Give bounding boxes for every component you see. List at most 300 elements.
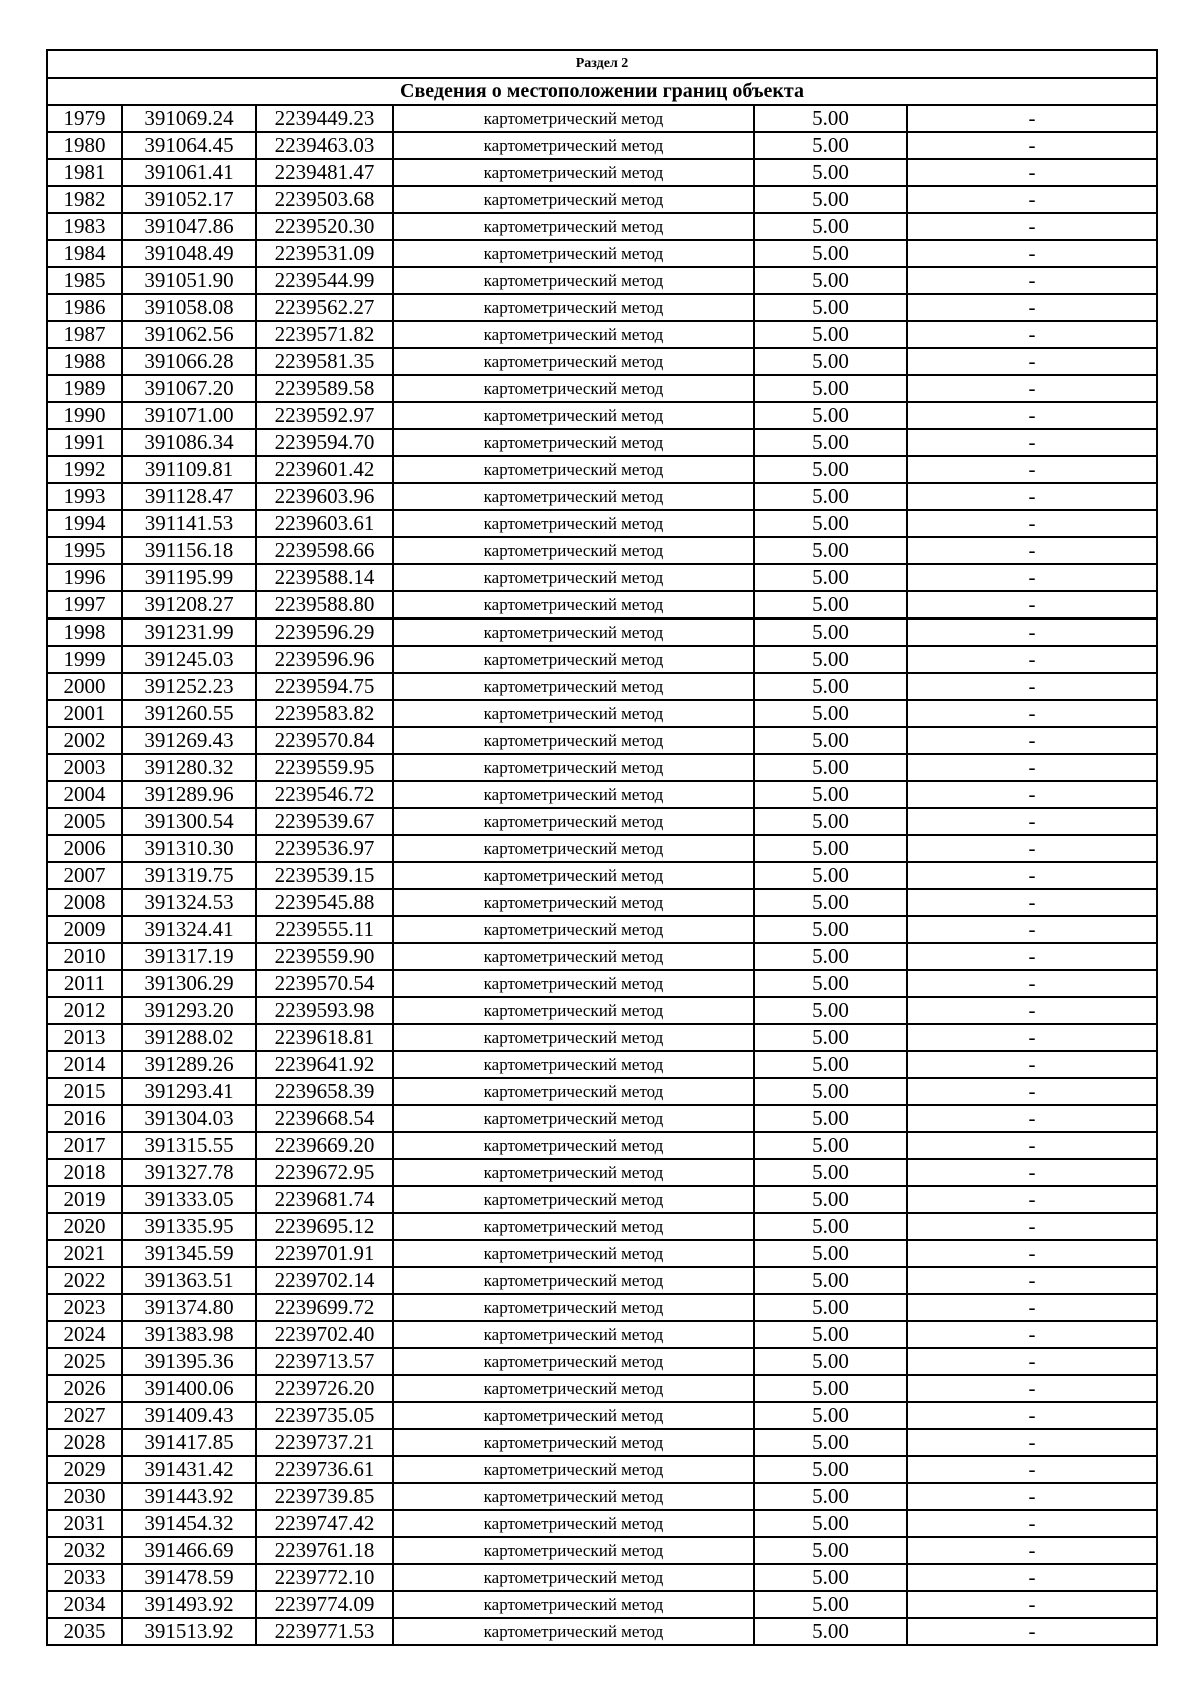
- title-row: [47, 78, 1157, 105]
- table-row: [47, 916, 1157, 943]
- description-cell: -: [907, 186, 1157, 213]
- x-coordinate-cell: 391058.08: [122, 294, 256, 321]
- point-number-cell: 2002: [47, 727, 122, 754]
- x-coordinate-cell: 391400.06: [122, 1375, 256, 1402]
- accuracy-cell: 5.00: [754, 564, 907, 591]
- y-coordinate-cell: 2239463.03: [256, 132, 393, 159]
- y-coordinate-cell: 2239539.67: [256, 808, 393, 835]
- method-cell: картометрический метод: [393, 754, 754, 781]
- y-coordinate-cell: 2239449.23: [256, 105, 393, 132]
- table-row: [47, 402, 1157, 429]
- description-cell: -: [907, 1591, 1157, 1618]
- accuracy-cell: 5.00: [754, 1294, 907, 1321]
- table-row: [47, 537, 1157, 564]
- accuracy-cell: 5.00: [754, 402, 907, 429]
- table-row: [47, 1564, 1157, 1591]
- method-cell: картометрический метод: [393, 1429, 754, 1456]
- x-coordinate-cell: 391052.17: [122, 186, 256, 213]
- y-coordinate-cell: 2239702.40: [256, 1321, 393, 1348]
- method-cell: картометрический метод: [393, 1132, 754, 1159]
- y-coordinate-cell: 2239583.82: [256, 700, 393, 727]
- section-label: Раздел 2: [47, 50, 1157, 78]
- description-cell: -: [907, 916, 1157, 943]
- accuracy-cell: 5.00: [754, 862, 907, 889]
- y-coordinate-cell: 2239562.27: [256, 294, 393, 321]
- x-coordinate-cell: 391245.03: [122, 646, 256, 673]
- x-coordinate-cell: 391345.59: [122, 1240, 256, 1267]
- x-coordinate-cell: 391363.51: [122, 1267, 256, 1294]
- y-coordinate-cell: 2239594.70: [256, 429, 393, 456]
- section-header-row: [47, 50, 1157, 78]
- description-cell: -: [907, 510, 1157, 537]
- table-row: [47, 1105, 1157, 1132]
- point-number-cell: 2009: [47, 916, 122, 943]
- y-coordinate-cell: 2239571.82: [256, 321, 393, 348]
- x-coordinate-cell: 391195.99: [122, 564, 256, 591]
- y-coordinate-cell: 2239589.58: [256, 375, 393, 402]
- table-row: [47, 375, 1157, 402]
- y-coordinate-cell: 2239668.54: [256, 1105, 393, 1132]
- table-row: [47, 781, 1157, 808]
- table-row: [47, 591, 1157, 619]
- description-cell: -: [907, 1159, 1157, 1186]
- method-cell: картометрический метод: [393, 1159, 754, 1186]
- point-number-cell: 2019: [47, 1186, 122, 1213]
- description-cell: -: [907, 1564, 1157, 1591]
- x-coordinate-cell: 391454.32: [122, 1510, 256, 1537]
- accuracy-cell: 5.00: [754, 294, 907, 321]
- point-number-cell: 2032: [47, 1537, 122, 1564]
- method-cell: картометрический метод: [393, 997, 754, 1024]
- table-row: [47, 1510, 1157, 1537]
- point-number-cell: 2022: [47, 1267, 122, 1294]
- table-row: [47, 646, 1157, 673]
- description-cell: -: [907, 970, 1157, 997]
- table-row: [47, 267, 1157, 294]
- method-cell: картометрический метод: [393, 1186, 754, 1213]
- x-coordinate-cell: 391466.69: [122, 1537, 256, 1564]
- description-cell: -: [907, 159, 1157, 186]
- description-cell: -: [907, 1483, 1157, 1510]
- method-cell: картометрический метод: [393, 646, 754, 673]
- method-cell: картометрический метод: [393, 321, 754, 348]
- method-cell: картометрический метод: [393, 105, 754, 132]
- method-cell: картометрический метод: [393, 1483, 754, 1510]
- point-number-cell: 1991: [47, 429, 122, 456]
- x-coordinate-cell: 391069.24: [122, 105, 256, 132]
- method-cell: картометрический метод: [393, 564, 754, 591]
- description-cell: -: [907, 402, 1157, 429]
- description-cell: -: [907, 727, 1157, 754]
- method-cell: картометрический метод: [393, 1456, 754, 1483]
- accuracy-cell: 5.00: [754, 835, 907, 862]
- accuracy-cell: 5.00: [754, 456, 907, 483]
- description-cell: -: [907, 700, 1157, 727]
- y-coordinate-cell: 2239735.05: [256, 1402, 393, 1429]
- y-coordinate-cell: 2239761.18: [256, 1537, 393, 1564]
- accuracy-cell: 5.00: [754, 1213, 907, 1240]
- description-cell: -: [907, 1051, 1157, 1078]
- accuracy-cell: 5.00: [754, 1051, 907, 1078]
- table-row: [47, 1051, 1157, 1078]
- table-row: [47, 159, 1157, 186]
- description-cell: -: [907, 1132, 1157, 1159]
- table-row: [47, 943, 1157, 970]
- table-row: [47, 213, 1157, 240]
- description-cell: -: [907, 889, 1157, 916]
- point-number-cell: 2012: [47, 997, 122, 1024]
- point-number-cell: 1994: [47, 510, 122, 537]
- accuracy-cell: 5.00: [754, 1105, 907, 1132]
- y-coordinate-cell: 2239559.90: [256, 943, 393, 970]
- method-cell: картометрический метод: [393, 348, 754, 375]
- point-number-cell: 1995: [47, 537, 122, 564]
- point-number-cell: 1997: [47, 591, 122, 619]
- x-coordinate-cell: 391431.42: [122, 1456, 256, 1483]
- description-cell: -: [907, 213, 1157, 240]
- point-number-cell: 2033: [47, 1564, 122, 1591]
- point-number-cell: 2015: [47, 1078, 122, 1105]
- description-cell: -: [907, 1321, 1157, 1348]
- accuracy-cell: 5.00: [754, 1240, 907, 1267]
- boundary-coordinates-table: [46, 49, 1158, 1646]
- table-row: [47, 294, 1157, 321]
- point-number-cell: 1993: [47, 483, 122, 510]
- y-coordinate-cell: 2239598.66: [256, 537, 393, 564]
- description-cell: -: [907, 754, 1157, 781]
- x-coordinate-cell: 391062.56: [122, 321, 256, 348]
- x-coordinate-cell: 391066.28: [122, 348, 256, 375]
- table-row: [47, 1213, 1157, 1240]
- x-coordinate-cell: 391071.00: [122, 402, 256, 429]
- method-cell: картометрический метод: [393, 1591, 754, 1618]
- table-row: [47, 1186, 1157, 1213]
- description-cell: -: [907, 1294, 1157, 1321]
- point-number-cell: 1989: [47, 375, 122, 402]
- accuracy-cell: 5.00: [754, 1267, 907, 1294]
- x-coordinate-cell: 391128.47: [122, 483, 256, 510]
- point-number-cell: 1992: [47, 456, 122, 483]
- method-cell: картометрический метод: [393, 673, 754, 700]
- description-cell: -: [907, 240, 1157, 267]
- x-coordinate-cell: 391086.34: [122, 429, 256, 456]
- accuracy-cell: 5.00: [754, 132, 907, 159]
- point-number-cell: 2014: [47, 1051, 122, 1078]
- point-number-cell: 2003: [47, 754, 122, 781]
- table-row: [47, 1537, 1157, 1564]
- x-coordinate-cell: 391051.90: [122, 267, 256, 294]
- point-number-cell: 2007: [47, 862, 122, 889]
- y-coordinate-cell: 2239596.96: [256, 646, 393, 673]
- description-cell: -: [907, 1510, 1157, 1537]
- table-row: [47, 1321, 1157, 1348]
- point-number-cell: 2034: [47, 1591, 122, 1618]
- point-number-cell: 1980: [47, 132, 122, 159]
- method-cell: картометрический метод: [393, 213, 754, 240]
- accuracy-cell: 5.00: [754, 1618, 907, 1645]
- y-coordinate-cell: 2239559.95: [256, 754, 393, 781]
- accuracy-cell: 5.00: [754, 1132, 907, 1159]
- accuracy-cell: 5.00: [754, 1186, 907, 1213]
- x-coordinate-cell: 391395.36: [122, 1348, 256, 1375]
- point-number-cell: 2025: [47, 1348, 122, 1375]
- y-coordinate-cell: 2239544.99: [256, 267, 393, 294]
- y-coordinate-cell: 2239771.53: [256, 1618, 393, 1645]
- method-cell: картометрический метод: [393, 808, 754, 835]
- x-coordinate-cell: 391324.53: [122, 889, 256, 916]
- method-cell: картометрический метод: [393, 159, 754, 186]
- point-number-cell: 1996: [47, 564, 122, 591]
- description-cell: -: [907, 997, 1157, 1024]
- table-row: [47, 1591, 1157, 1618]
- description-cell: -: [907, 943, 1157, 970]
- method-cell: картометрический метод: [393, 1051, 754, 1078]
- x-coordinate-cell: 391409.43: [122, 1402, 256, 1429]
- method-cell: картометрический метод: [393, 483, 754, 510]
- x-coordinate-cell: 391317.19: [122, 943, 256, 970]
- table-row: [47, 186, 1157, 213]
- accuracy-cell: 5.00: [754, 1078, 907, 1105]
- table-row: [47, 1159, 1157, 1186]
- x-coordinate-cell: 391327.78: [122, 1159, 256, 1186]
- accuracy-cell: 5.00: [754, 186, 907, 213]
- accuracy-cell: 5.00: [754, 1348, 907, 1375]
- description-cell: -: [907, 1213, 1157, 1240]
- description-cell: -: [907, 348, 1157, 375]
- accuracy-cell: 5.00: [754, 808, 907, 835]
- point-number-cell: 2010: [47, 943, 122, 970]
- method-cell: картометрический метод: [393, 537, 754, 564]
- description-cell: -: [907, 564, 1157, 591]
- method-cell: картометрический метод: [393, 1321, 754, 1348]
- y-coordinate-cell: 2239546.72: [256, 781, 393, 808]
- y-coordinate-cell: 2239555.11: [256, 916, 393, 943]
- description-cell: -: [907, 105, 1157, 132]
- method-cell: картометрический метод: [393, 889, 754, 916]
- y-coordinate-cell: 2239545.88: [256, 889, 393, 916]
- x-coordinate-cell: 391293.41: [122, 1078, 256, 1105]
- accuracy-cell: 5.00: [754, 781, 907, 808]
- x-coordinate-cell: 391269.43: [122, 727, 256, 754]
- method-cell: картометрический метод: [393, 1510, 754, 1537]
- method-cell: картометрический метод: [393, 970, 754, 997]
- method-cell: картометрический метод: [393, 510, 754, 537]
- x-coordinate-cell: 391156.18: [122, 537, 256, 564]
- accuracy-cell: 5.00: [754, 591, 907, 619]
- table-row: [47, 1375, 1157, 1402]
- accuracy-cell: 5.00: [754, 483, 907, 510]
- point-number-cell: 2035: [47, 1618, 122, 1645]
- x-coordinate-cell: 391047.86: [122, 213, 256, 240]
- table-row: [47, 510, 1157, 537]
- accuracy-cell: 5.00: [754, 321, 907, 348]
- point-number-cell: 2031: [47, 1510, 122, 1537]
- description-cell: -: [907, 1537, 1157, 1564]
- point-number-cell: 1987: [47, 321, 122, 348]
- accuracy-cell: 5.00: [754, 1375, 907, 1402]
- description-cell: -: [907, 537, 1157, 564]
- table-row: [47, 835, 1157, 862]
- method-cell: картометрический метод: [393, 1078, 754, 1105]
- point-number-cell: 2013: [47, 1024, 122, 1051]
- y-coordinate-cell: 2239739.85: [256, 1483, 393, 1510]
- point-number-cell: 2000: [47, 673, 122, 700]
- table-row: [47, 132, 1157, 159]
- x-coordinate-cell: 391280.32: [122, 754, 256, 781]
- y-coordinate-cell: 2239520.30: [256, 213, 393, 240]
- method-cell: картометрический метод: [393, 1537, 754, 1564]
- y-coordinate-cell: 2239481.47: [256, 159, 393, 186]
- table-row: [47, 240, 1157, 267]
- y-coordinate-cell: 2239594.75: [256, 673, 393, 700]
- y-coordinate-cell: 2239570.84: [256, 727, 393, 754]
- accuracy-cell: 5.00: [754, 1024, 907, 1051]
- description-cell: -: [907, 267, 1157, 294]
- accuracy-cell: 5.00: [754, 970, 907, 997]
- accuracy-cell: 5.00: [754, 754, 907, 781]
- method-cell: картометрический метод: [393, 862, 754, 889]
- point-number-cell: 2005: [47, 808, 122, 835]
- description-cell: -: [907, 321, 1157, 348]
- accuracy-cell: 5.00: [754, 1483, 907, 1510]
- point-number-cell: 2018: [47, 1159, 122, 1186]
- table-row: [47, 564, 1157, 591]
- point-number-cell: 2020: [47, 1213, 122, 1240]
- description-cell: -: [907, 1402, 1157, 1429]
- method-cell: картометрический метод: [393, 429, 754, 456]
- y-coordinate-cell: 2239570.54: [256, 970, 393, 997]
- description-cell: -: [907, 862, 1157, 889]
- method-cell: картометрический метод: [393, 1348, 754, 1375]
- method-cell: картометрический метод: [393, 1213, 754, 1240]
- table-row: [47, 348, 1157, 375]
- table-row: [47, 321, 1157, 348]
- accuracy-cell: 5.00: [754, 375, 907, 402]
- point-number-cell: 2001: [47, 700, 122, 727]
- method-cell: картометрический метод: [393, 1375, 754, 1402]
- description-cell: -: [907, 591, 1157, 619]
- y-coordinate-cell: 2239581.35: [256, 348, 393, 375]
- method-cell: картометрический метод: [393, 591, 754, 619]
- point-number-cell: 2023: [47, 1294, 122, 1321]
- point-number-cell: 1979: [47, 105, 122, 132]
- y-coordinate-cell: 2239618.81: [256, 1024, 393, 1051]
- table-row: [47, 808, 1157, 835]
- y-coordinate-cell: 2239772.10: [256, 1564, 393, 1591]
- accuracy-cell: 5.00: [754, 537, 907, 564]
- y-coordinate-cell: 2239531.09: [256, 240, 393, 267]
- table-row: [47, 1132, 1157, 1159]
- method-cell: картометрический метод: [393, 1240, 754, 1267]
- table-row: [47, 862, 1157, 889]
- accuracy-cell: 5.00: [754, 267, 907, 294]
- y-coordinate-cell: 2239588.80: [256, 591, 393, 619]
- table-row: [47, 1294, 1157, 1321]
- x-coordinate-cell: 391443.92: [122, 1483, 256, 1510]
- table-row: [47, 727, 1157, 754]
- description-cell: -: [907, 1078, 1157, 1105]
- table-row: [47, 456, 1157, 483]
- method-cell: картометрический метод: [393, 240, 754, 267]
- method-cell: картометрический метод: [393, 700, 754, 727]
- y-coordinate-cell: 2239641.92: [256, 1051, 393, 1078]
- description-cell: -: [907, 294, 1157, 321]
- y-coordinate-cell: 2239669.20: [256, 1132, 393, 1159]
- accuracy-cell: 5.00: [754, 1564, 907, 1591]
- accuracy-cell: 5.00: [754, 1510, 907, 1537]
- x-coordinate-cell: 391289.96: [122, 781, 256, 808]
- point-number-cell: 2006: [47, 835, 122, 862]
- x-coordinate-cell: 391141.53: [122, 510, 256, 537]
- point-number-cell: 1999: [47, 646, 122, 673]
- point-number-cell: 1985: [47, 267, 122, 294]
- description-cell: -: [907, 1024, 1157, 1051]
- method-cell: картометрический метод: [393, 132, 754, 159]
- x-coordinate-cell: 391333.05: [122, 1186, 256, 1213]
- x-coordinate-cell: 391417.85: [122, 1429, 256, 1456]
- description-cell: -: [907, 1240, 1157, 1267]
- x-coordinate-cell: 391306.29: [122, 970, 256, 997]
- description-cell: -: [907, 1375, 1157, 1402]
- table-row: [47, 997, 1157, 1024]
- description-cell: -: [907, 646, 1157, 673]
- x-coordinate-cell: 391231.99: [122, 619, 256, 647]
- y-coordinate-cell: 2239672.95: [256, 1159, 393, 1186]
- table-row: [47, 754, 1157, 781]
- point-number-cell: 1990: [47, 402, 122, 429]
- x-coordinate-cell: 391319.75: [122, 862, 256, 889]
- description-cell: -: [907, 1105, 1157, 1132]
- y-coordinate-cell: 2239539.15: [256, 862, 393, 889]
- accuracy-cell: 5.00: [754, 1456, 907, 1483]
- accuracy-cell: 5.00: [754, 510, 907, 537]
- description-cell: -: [907, 1186, 1157, 1213]
- y-coordinate-cell: 2239702.14: [256, 1267, 393, 1294]
- table-row: [47, 429, 1157, 456]
- point-number-cell: 1988: [47, 348, 122, 375]
- table-row: [47, 889, 1157, 916]
- description-cell: -: [907, 673, 1157, 700]
- table-title: Сведения о местоположении границ объекта: [47, 78, 1157, 105]
- point-number-cell: 2021: [47, 1240, 122, 1267]
- y-coordinate-cell: 2239737.21: [256, 1429, 393, 1456]
- accuracy-cell: 5.00: [754, 1429, 907, 1456]
- description-cell: -: [907, 781, 1157, 808]
- method-cell: картометрический метод: [393, 1105, 754, 1132]
- point-number-cell: 2026: [47, 1375, 122, 1402]
- x-coordinate-cell: 391374.80: [122, 1294, 256, 1321]
- point-number-cell: 2016: [47, 1105, 122, 1132]
- accuracy-cell: 5.00: [754, 213, 907, 240]
- description-cell: -: [907, 132, 1157, 159]
- accuracy-cell: 5.00: [754, 619, 907, 647]
- description-cell: -: [907, 1267, 1157, 1294]
- method-cell: картометрический метод: [393, 727, 754, 754]
- point-number-cell: 2029: [47, 1456, 122, 1483]
- description-cell: -: [907, 375, 1157, 402]
- method-cell: картометрический метод: [393, 1267, 754, 1294]
- table-row: [47, 105, 1157, 132]
- accuracy-cell: 5.00: [754, 673, 907, 700]
- x-coordinate-cell: 391478.59: [122, 1564, 256, 1591]
- x-coordinate-cell: 391061.41: [122, 159, 256, 186]
- table-row: [47, 700, 1157, 727]
- description-cell: -: [907, 808, 1157, 835]
- point-number-cell: 2028: [47, 1429, 122, 1456]
- x-coordinate-cell: 391335.95: [122, 1213, 256, 1240]
- y-coordinate-cell: 2239601.42: [256, 456, 393, 483]
- method-cell: картометрический метод: [393, 781, 754, 808]
